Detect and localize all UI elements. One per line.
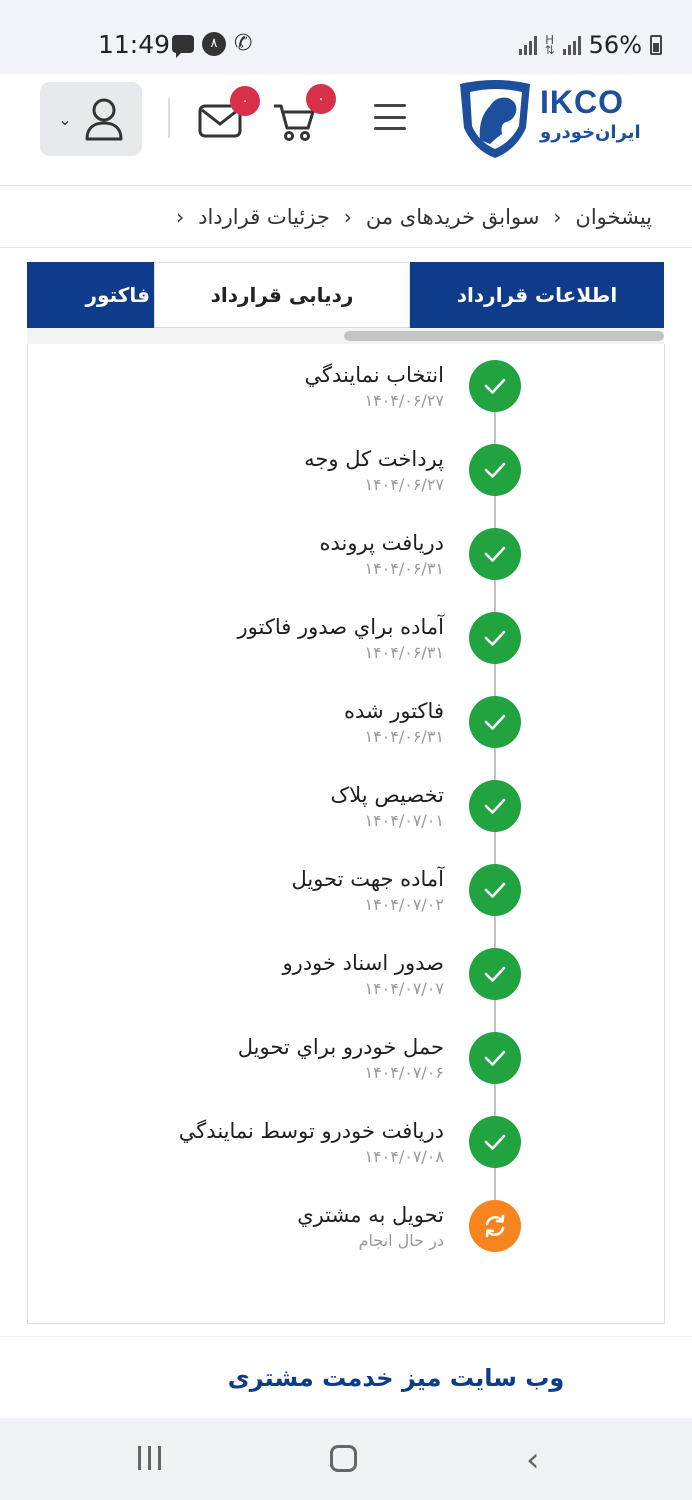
step-date: ۱۴۰۴/۰۷/۰۲ (364, 895, 444, 914)
chat-notification-icon (172, 35, 194, 53)
header-divider (168, 98, 170, 138)
check-icon (469, 948, 521, 1000)
cart-button[interactable] (272, 91, 325, 140)
step-text (44, 444, 444, 496)
check-icon (469, 1032, 521, 1084)
step-date: ۱۴۰۴/۰۶/۳۱ (364, 559, 444, 578)
chevron-left-icon: ‹ (553, 204, 562, 229)
customer-service-link-bar (0, 1336, 692, 1418)
check-icon (469, 612, 521, 664)
refresh-icon (469, 1200, 521, 1252)
step-text (44, 1116, 444, 1168)
step-date: ۱۴۰۴/۰۷/۰۶ (364, 1063, 444, 1082)
chevron-left-icon: ‹ (176, 204, 185, 229)
horse-shield-icon (456, 78, 534, 160)
check-icon (469, 528, 521, 580)
system-navigation-bar (0, 1418, 692, 1500)
step-title: فاکتور شده (343, 699, 444, 723)
breadcrumb-purchase-history[interactable]: سوابق خریدهای من (365, 204, 540, 229)
status-system-icons (519, 31, 662, 59)
cart-count-badge: ۰ (306, 84, 336, 114)
logo-text: IKCO (540, 84, 624, 120)
step-date: ۱۴۰۴/۰۷/۰۱ (364, 811, 444, 830)
status-notifications (172, 31, 252, 56)
chevron-down-icon: ⌄ (58, 109, 72, 129)
battery-icon (650, 35, 662, 55)
call-icon: ✆ (234, 31, 253, 56)
step-title: انتخاب نمايندگي (304, 363, 444, 387)
check-icon (469, 864, 521, 916)
breadcrumb-dashboard[interactable]: پیشخوان (575, 204, 652, 229)
step-text (44, 1200, 444, 1252)
step-date: ۱۴۰۴/۰۶/۳۱ (364, 643, 444, 662)
step-text (44, 528, 444, 580)
step-date: ۱۴۰۴/۰۷/۰۸ (364, 1147, 444, 1166)
tab-contract-tracking[interactable]: ردیابی قرارداد (154, 262, 410, 328)
home-icon[interactable] (330, 1445, 357, 1472)
step-date: ۱۴۰۴/۰۷/۰۷ (364, 979, 444, 998)
step-title: پرداخت کل وجه (304, 447, 444, 471)
contract-tabs (27, 262, 664, 328)
step-text (44, 612, 444, 664)
timeline-step (28, 948, 666, 1032)
tabs-scrollbar-thumb[interactable] (344, 331, 664, 341)
messages-button[interactable] (198, 93, 249, 138)
ikco-logo[interactable] (456, 78, 652, 160)
data-icon: H ⇅ (544, 33, 555, 57)
back-icon[interactable]: ‹ (526, 1440, 540, 1480)
status-bar (0, 0, 692, 74)
check-icon (469, 696, 521, 748)
timeline-step (28, 1032, 666, 1116)
check-icon (469, 780, 521, 832)
step-title: صدور اسناد خودرو (282, 951, 444, 975)
status-time: 11:49 (98, 30, 171, 59)
timeline-step (28, 696, 666, 780)
check-icon (469, 444, 521, 496)
step-title: حمل خودرو براي تحويل (237, 1035, 444, 1059)
signal-icon (519, 35, 537, 55)
step-date: ۱۴۰۴/۰۶/۳۱ (364, 727, 444, 746)
step-date: ۱۴۰۴/۰۶/۲۷ (364, 475, 444, 494)
step-text (44, 696, 444, 748)
timeline-step (28, 1116, 666, 1200)
step-text (44, 948, 444, 1000)
profile-button[interactable] (40, 82, 142, 156)
tracking-timeline (27, 344, 665, 1324)
chevron-left-icon: ‹ (343, 204, 352, 229)
timeline-step (28, 444, 666, 528)
step-title: تحويل به مشتري (297, 1203, 444, 1227)
timeline-step (28, 528, 666, 612)
messages-count-badge: ۰ (230, 86, 260, 116)
step-text (44, 1032, 444, 1084)
app-header (0, 74, 692, 186)
step-title: دريافت پرونده (319, 531, 444, 555)
timeline-step (28, 612, 666, 696)
notification-count-icon: ۸ (202, 32, 226, 56)
step-text (44, 864, 444, 916)
recent-apps-icon[interactable] (138, 1446, 161, 1470)
customer-service-website-link[interactable]: وب سایت میز خدمت مشتری (227, 1363, 565, 1392)
timeline-step (28, 1200, 666, 1284)
timeline-step (28, 360, 666, 444)
step-date: در حال انجام (358, 1231, 444, 1250)
timeline-step (28, 864, 666, 948)
step-title: آماده جهت تحويل (291, 867, 444, 891)
step-date: ۱۴۰۴/۰۶/۲۷ (364, 391, 444, 410)
battery-percent: 56% (588, 31, 642, 59)
breadcrumb-contract-details[interactable]: جزئیات قرارداد (198, 204, 330, 229)
timeline-step (28, 780, 666, 864)
step-title: آماده براي صدور فاکتور (237, 615, 444, 639)
step-text (44, 780, 444, 832)
step-title: دريافت خودرو توسط نمايندگي (178, 1119, 444, 1143)
check-icon (469, 1116, 521, 1168)
tabs-scrollbar[interactable] (27, 328, 664, 344)
menu-icon[interactable] (374, 104, 406, 130)
logo-subtext: ایران‌خودرو (540, 122, 641, 143)
user-icon (84, 97, 124, 141)
tab-invoice[interactable]: فاکتور (27, 262, 154, 328)
step-title: تخصيص پلاک (330, 783, 444, 807)
step-text (44, 360, 444, 412)
signal-icon-2 (563, 35, 581, 55)
breadcrumb (0, 186, 692, 248)
tab-contract-info[interactable]: اطلاعات قرارداد (410, 262, 664, 328)
check-icon (469, 360, 521, 412)
